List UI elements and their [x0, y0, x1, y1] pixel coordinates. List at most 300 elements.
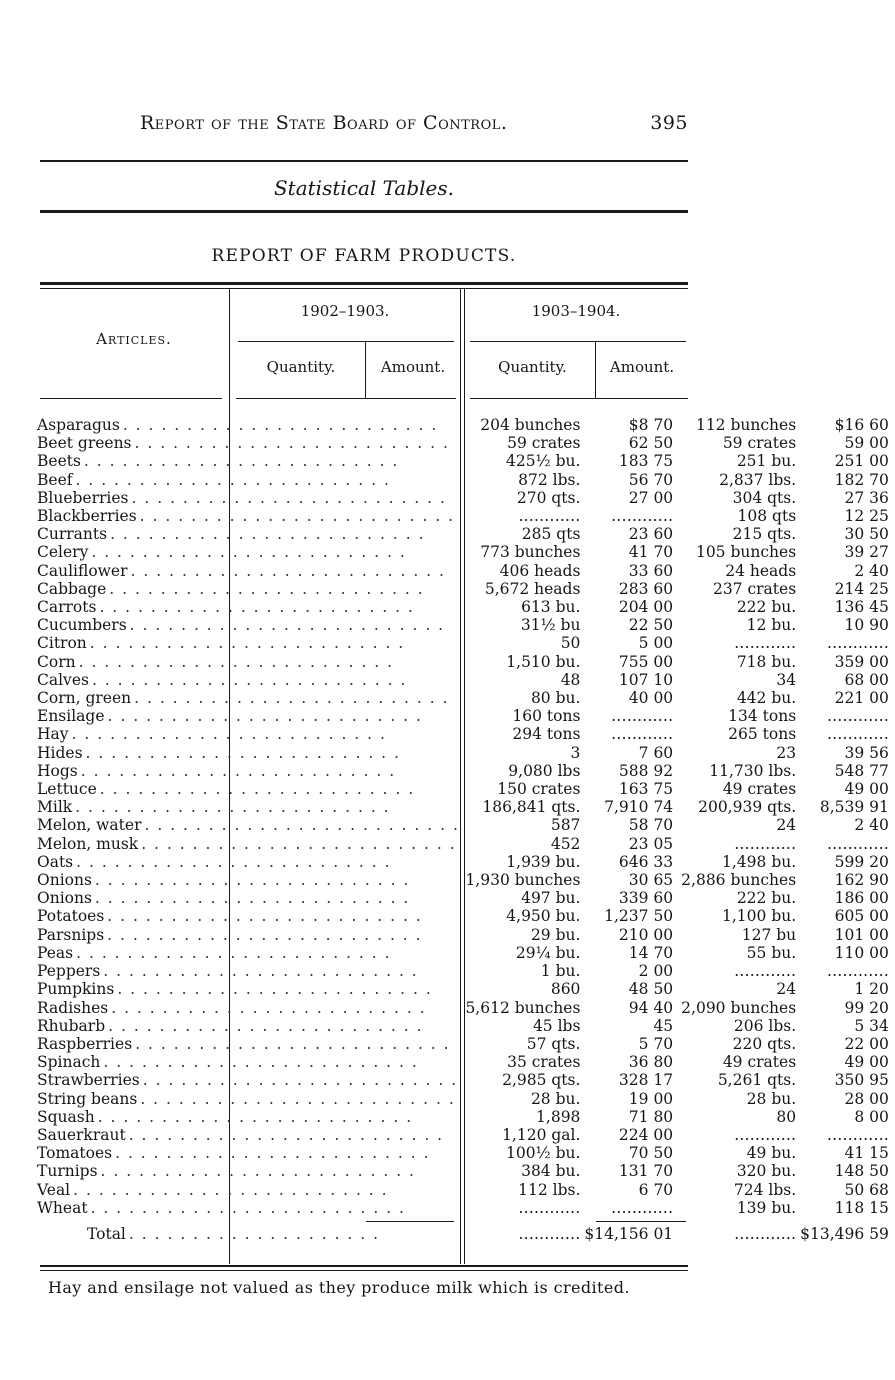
amount-1903-1904: 148 50	[834, 1162, 889, 1181]
leader-dots: . . . . . . . . . . . . . . . . . . . .	[128, 1224, 380, 1243]
leader-dots: . . . . . . . . . . . . . . . . . . . . . . . . .	[71, 725, 387, 744]
article-name: Melon, water	[37, 816, 142, 835]
quantity-1902-1903: 204 bunches	[480, 416, 581, 434]
bottom-rule-thick	[40, 1265, 688, 1267]
table-row	[37, 707, 895, 725]
amount-1902-1903: 339 60	[618, 889, 674, 908]
quantity-1903-1904: 442 bu.	[736, 689, 797, 708]
table-row	[37, 507, 895, 525]
amount-1903-1904: 101 00	[834, 925, 889, 944]
article-name: Peppers	[37, 962, 101, 981]
amount-1902-1903: 204 00	[618, 598, 674, 617]
quantity-1903-1904: 2,886 bunches	[681, 871, 797, 890]
article-cell	[37, 1053, 465, 1071]
quantity-1902-1903: 57 qts.	[526, 1034, 581, 1053]
article-name: Celery	[37, 543, 89, 562]
amount-1902-1903: …………	[611, 707, 674, 726]
leader-dots: . . . . . . . . . . . . . . . . . . . . . . . . .	[140, 1089, 456, 1108]
header-amount-p2: Amount.	[609, 358, 675, 376]
article-cell	[37, 871, 465, 889]
footnote: Hay and ensilage not valued as they produce milk which is credited.	[48, 1278, 630, 1297]
amount-1903-1904: 8 00	[854, 1107, 889, 1126]
article-name: Squash	[37, 1107, 95, 1126]
amount-1903-1904: 49 00	[844, 1053, 889, 1072]
article-name: Corn	[37, 652, 76, 671]
quantity-1902-1903: 452	[550, 834, 581, 853]
article-cell	[37, 634, 465, 652]
quantity-1903-1904: 11,730 lbs.	[709, 761, 797, 780]
article-cell	[37, 616, 465, 634]
quantity-1903-1904: 2,837 lbs.	[719, 470, 797, 489]
table-row	[37, 1162, 895, 1180]
article-name: Parsnips	[37, 925, 105, 944]
article-name: Cucumbers	[37, 616, 127, 635]
amount-1902-1903: 2 00	[638, 962, 674, 981]
total-quantity-p1: …………	[518, 1224, 581, 1243]
table-row	[37, 598, 895, 616]
article-cell	[37, 1162, 465, 1180]
period2-rule	[470, 341, 686, 342]
amount-1903-1904: 221 00	[834, 689, 889, 708]
article-cell	[37, 1108, 465, 1126]
amount-1902-1903: 107 10	[618, 670, 674, 689]
quantity-1902-1903: 406 heads	[499, 561, 581, 580]
article-name: Peas	[37, 943, 74, 962]
quantity-1902-1903: 150 crates	[497, 780, 581, 799]
table-row	[37, 980, 895, 998]
page-number: 395	[650, 112, 688, 134]
leader-dots: . . . . . . . . . . . . . . . . . . . . . . . . .	[91, 543, 407, 562]
article-cell	[37, 907, 465, 925]
leader-dots: . . . . . . . . . . . . . . . . . . . . . . . . .	[141, 834, 457, 853]
amount-1903-1904: 27 36	[844, 488, 889, 507]
amount-1903-1904: 2 40	[854, 816, 889, 835]
amount-1903-1904: 10 90	[844, 616, 889, 635]
leader-dots: . . . . . . . . . . . . . . . . . . . . . . . . .	[94, 889, 410, 908]
amount-1902-1903: 283 60	[618, 579, 674, 598]
quantity-1902-1903: 1,939 bu.	[506, 852, 581, 871]
article-name: Carrots	[37, 598, 97, 617]
article-cell	[37, 471, 465, 489]
article-cell	[37, 835, 465, 853]
leader-dots: . . . . . . . . . . . . . . . . . . . . . . . . .	[122, 416, 438, 434]
table-row	[37, 1035, 895, 1053]
article-name: Melon, musk	[37, 834, 139, 853]
article-name: Milk	[37, 798, 73, 817]
quantity-1903-1904: 220 qts.	[732, 1034, 797, 1053]
article-cell	[37, 962, 465, 980]
amount-1903-1904: 186 00	[834, 889, 889, 908]
leader-dots: . . . . . . . . . . . . . . . . . . . . . . . . .	[76, 852, 392, 871]
amount-1902-1903: 1,237 50	[604, 907, 674, 926]
quantity-1903-1904: …………	[734, 962, 797, 981]
article-cell	[37, 1199, 465, 1217]
header-quantity-p1: Quantity.	[266, 358, 336, 376]
amount-1902-1903: 48 50	[628, 980, 674, 999]
quantity-1903-1904: 24 heads	[725, 561, 797, 580]
quantity-1903-1904: 59 crates	[722, 434, 797, 453]
header-period2: 1903–1904.	[531, 302, 621, 320]
amount-1903-1904: 22 00	[844, 1034, 889, 1053]
amount-1902-1903: 70 50	[628, 1144, 674, 1163]
quantity-1903-1904: 320 bu.	[736, 1162, 797, 1181]
leader-dots: . . . . . . . . . . . . . . . . . . . . . . . . .	[91, 670, 407, 689]
amount-1902-1903: 755 00	[618, 652, 674, 671]
amount-1903-1904: 548 77	[834, 761, 889, 780]
quantity-1902-1903: 1,510 bu.	[506, 652, 581, 671]
table-row	[37, 1017, 895, 1035]
amount-1902-1903: 5 00	[638, 634, 674, 653]
table-row	[37, 907, 895, 925]
table-row	[37, 471, 895, 489]
article-cell	[37, 671, 465, 689]
table-body	[37, 416, 895, 1217]
article-cell	[37, 434, 465, 452]
article-cell	[37, 1181, 465, 1199]
leader-dots: . . . . . . . . . . . . . . . . . . . . . . . . .	[75, 470, 391, 489]
amount-1902-1903: 56 70	[628, 470, 674, 489]
table-row	[37, 1090, 895, 1108]
article-cell	[37, 489, 465, 507]
quantity-1903-1904: 206 lbs.	[733, 1016, 797, 1035]
amount-1903-1904: 2 40	[854, 561, 889, 580]
table-top-rule-thin	[40, 288, 688, 289]
amount-1903-1904: 12 25	[844, 507, 889, 526]
article-cell	[37, 1144, 465, 1162]
article-name: String beans	[37, 1089, 138, 1108]
amount-1903-1904: …………	[826, 1125, 889, 1144]
table-row	[37, 452, 895, 470]
quantity-1903-1904: 28 bu.	[746, 1089, 797, 1108]
total-label: Total	[87, 1224, 126, 1243]
article-name: Rhubarb	[37, 1016, 106, 1035]
quantity-1902-1903: 1 bu.	[540, 962, 581, 981]
amount-1902-1903: …………	[611, 1198, 674, 1217]
amount-1903-1904: 605 00	[834, 907, 889, 926]
header-period1: 1902–1903.	[300, 302, 390, 320]
leader-dots: . . . . . . . . . . . . . . . . . . . . . . . . .	[129, 616, 445, 635]
table-top-rule-thick	[40, 282, 688, 285]
quantity-1902-1903: 294 tons	[512, 725, 581, 744]
table-row	[37, 744, 895, 762]
article-name: Ensilage	[37, 707, 105, 726]
quantity-1902-1903: 613 bu.	[521, 598, 581, 617]
table-row	[37, 634, 895, 652]
quantity-1903-1904: 1,100 bu.	[722, 907, 797, 926]
article-cell	[37, 562, 465, 580]
amount-1903-1904: 136 45	[834, 598, 889, 617]
leader-dots: . . . . . . . . . . . . . . . . . . . . . . . . .	[130, 561, 446, 580]
amount-1903-1904: 39 27	[844, 543, 889, 562]
quantity-1903-1904: …………	[734, 1125, 797, 1144]
article-cell	[37, 707, 465, 725]
quantity-1902-1903: 860	[550, 980, 581, 999]
article-name: Sauerkraut	[37, 1125, 126, 1144]
leader-dots: . . . . . . . . . . . . . . . . . . . . . . . . .	[144, 816, 460, 835]
running-title: Report of the State Board of Control.	[140, 112, 508, 134]
amount-1903-1904: …………	[826, 634, 889, 653]
total-quantity-p2: …………	[734, 1224, 797, 1243]
amount-1903-1904: 49 00	[844, 780, 889, 799]
table-row	[37, 1181, 895, 1199]
quantity-1903-1904: 304 qts.	[732, 488, 797, 507]
quantity-1903-1904: 105 bunches	[695, 543, 797, 562]
amount-1902-1903: 33 60	[628, 561, 674, 580]
quantity-1902-1903: 872 lbs.	[518, 470, 581, 489]
article-cell	[37, 798, 465, 816]
table-row	[37, 762, 895, 780]
table-title: REPORT OF FARM PRODUCTS.	[211, 246, 517, 266]
article-cell	[37, 653, 465, 671]
quantity-1902-1903: 270 qts.	[516, 488, 581, 507]
article-cell	[37, 1071, 465, 1089]
amount-1903-1904: 41 15	[844, 1144, 889, 1163]
article-name: Beets	[37, 452, 81, 471]
leader-dots: . . . . . . . . . . . . . . . . . . . . . . . . .	[139, 507, 455, 526]
quantity-1902-1903: 4,950 bu.	[506, 907, 581, 926]
amount-1902-1903: 183 75	[618, 452, 674, 471]
quantity-1902-1903: 35 crates	[507, 1053, 581, 1072]
article-cell	[37, 1090, 465, 1108]
header-articles: Articles.	[96, 330, 172, 348]
total-rule-p2	[596, 1221, 686, 1222]
total-rule-p1	[366, 1221, 454, 1222]
amount-1902-1903: 163 75	[618, 780, 674, 799]
article-cell	[37, 1017, 465, 1035]
article-cell	[37, 853, 465, 871]
article-name: Hay	[37, 725, 69, 744]
quantity-1902-1903: 59 crates	[507, 434, 581, 453]
table-row	[37, 999, 895, 1017]
amount-1903-1904: 599 20	[834, 852, 889, 871]
leader-dots: . . . . . . . . . . . . . . . . . . . . . . . . .	[109, 579, 425, 598]
quantity-1903-1904: 222 bu.	[736, 889, 797, 908]
amount-1903-1904: 5 34	[854, 1016, 889, 1035]
quantity-1902-1903: 112 lbs.	[518, 1180, 581, 1199]
article-cell	[37, 598, 465, 616]
leader-dots: . . . . . . . . . . . . . . . . . . . . . . . . .	[94, 871, 410, 890]
table-row	[37, 835, 895, 853]
amount-1903-1904: 359 00	[834, 652, 889, 671]
total-row	[37, 1217, 895, 1243]
quantity-1903-1904: …………	[734, 634, 797, 653]
leader-dots: . . . . . . . . . . . . . . . . . . . . . . . . .	[128, 1125, 444, 1144]
amount-1903-1904: …………	[826, 725, 889, 744]
total-amount-p2: $13,496 59	[800, 1224, 889, 1243]
amount-1902-1903: 62 50	[628, 434, 674, 453]
leader-dots: . . . . . . . . . . . . . . . . . . . . . . . . .	[85, 743, 401, 762]
article-cell	[37, 889, 465, 907]
quantity-1903-1904: 55 bu.	[746, 943, 797, 962]
quantity-1902-1903: 45 lbs	[532, 1016, 581, 1035]
quantity-1903-1904: 24	[776, 980, 797, 999]
amount-1902-1903: 328 17	[618, 1071, 674, 1090]
article-name: Cabbage	[37, 579, 107, 598]
table-row	[37, 562, 895, 580]
table-row	[37, 853, 895, 871]
table-row	[37, 671, 895, 689]
table-row	[37, 1071, 895, 1089]
quantity-1903-1904: 80	[776, 1107, 797, 1126]
quantity-1903-1904: 49 bu.	[746, 1144, 797, 1163]
amount-1903-1904: 8,539 91	[819, 798, 889, 817]
quantity-1902-1903: 384 bu.	[521, 1162, 581, 1181]
leader-dots: . . . . . . . . . . . . . . . . . . . . . . . . .	[108, 1016, 424, 1035]
amount-1902-1903: $8 70	[628, 416, 674, 434]
quantity-1902-1903: 1,120 gal.	[502, 1125, 581, 1144]
leader-dots: . . . . . . . . . . . . . . . . . . . . . . . . .	[99, 598, 415, 617]
article-name: Turnips	[37, 1162, 98, 1181]
table-row	[37, 962, 895, 980]
amount-1903-1904: 350 95	[834, 1071, 889, 1090]
section-rule	[40, 210, 688, 213]
leader-dots: . . . . . . . . . . . . . . . . . . . . . . . . .	[80, 761, 396, 780]
table-row	[37, 780, 895, 798]
article-cell	[37, 543, 465, 561]
quantity-1902-1903: 160 tons	[512, 707, 581, 726]
quantity-1903-1904: 1,498 bu.	[722, 852, 797, 871]
quantity-1902-1903: 100½ bu.	[506, 1144, 581, 1163]
leader-dots: . . . . . . . . . . . . . . . . . . . . . . . . .	[83, 452, 399, 471]
article-cell	[37, 744, 465, 762]
article-cell	[37, 780, 465, 798]
table-row	[37, 434, 895, 452]
article-name: Beet greens	[37, 434, 132, 453]
amount-1902-1903: …………	[611, 725, 674, 744]
leader-dots: . . . . . . . . . . . . . . . . . . . . . . . . .	[100, 1162, 416, 1181]
table-row	[37, 416, 895, 434]
table-row	[37, 580, 895, 598]
leader-dots: . . . . . . . . . . . . . . . . . . . . . . . . .	[75, 798, 391, 817]
amount-1903-1904: 30 50	[844, 525, 889, 544]
table-row	[37, 653, 895, 671]
leader-dots: . . . . . . . . . . . . . . . . . . . . . . . . .	[76, 943, 392, 962]
quantity-1902-1903: 80 bu.	[530, 689, 581, 708]
leader-dots: . . . . . . . . . . . . . . . . . . . . . . . . .	[111, 998, 427, 1017]
section-title: Statistical Tables.	[273, 176, 455, 200]
article-cell	[37, 507, 465, 525]
table-row	[37, 689, 895, 707]
amount-1902-1903: 36 80	[628, 1053, 674, 1072]
leader-dots: . . . . . . . . . . . . . . . . . . . . . . . . .	[115, 1144, 431, 1163]
amount-1903-1904: 182 70	[834, 470, 889, 489]
amount-1903-1904: 68 00	[844, 670, 889, 689]
bottom-rule-thin	[40, 1270, 688, 1271]
article-name: Blackberries	[37, 507, 137, 526]
quantity-1902-1903: 48	[560, 670, 581, 689]
table-row	[37, 1199, 895, 1217]
amount-1903-1904: $16 60	[834, 416, 889, 434]
table-row	[37, 1126, 895, 1144]
table-row	[37, 926, 895, 944]
table-row	[37, 798, 895, 816]
amount-1903-1904: 110 00	[834, 943, 889, 962]
article-cell	[37, 980, 465, 998]
article-cell	[37, 689, 465, 707]
quantity-1903-1904: 251 bu.	[736, 452, 797, 471]
quantity-1902-1903: 9,080 lbs	[508, 761, 581, 780]
amount-1902-1903: 45	[653, 1016, 674, 1035]
article-name: Radishes	[37, 998, 109, 1017]
quantity-1902-1903: 186,841 qts.	[482, 798, 581, 817]
amount-1902-1903: 22 50	[628, 616, 674, 635]
quantity-1903-1904: 108 qts	[737, 507, 797, 526]
quantity-1903-1904: 12 bu.	[746, 616, 797, 635]
amount-1902-1903: 94 40	[628, 998, 674, 1017]
amount-1902-1903: 41 70	[628, 543, 674, 562]
amount-1903-1904: 118 15	[834, 1198, 889, 1217]
article-name: Hides	[37, 743, 83, 762]
article-cell	[37, 1126, 465, 1144]
quantity-1903-1904: 222 bu.	[736, 598, 797, 617]
quantity-1903-1904: 718 bu.	[736, 652, 797, 671]
table-row	[37, 616, 895, 634]
quantity-1903-1904: 34	[776, 670, 797, 689]
quantity-1902-1903: 3	[570, 743, 581, 762]
amount-1902-1903: 40 00	[628, 689, 674, 708]
quantity-1903-1904: 2,090 bunches	[681, 998, 797, 1017]
leader-dots: . . . . . . . . . . . . . . . . . . . . . . . . .	[142, 1071, 458, 1090]
article-cell	[37, 452, 465, 470]
leader-dots: . . . . . . . . . . . . . . . . . . . . . . . . .	[78, 652, 394, 671]
leader-dots: . . . . . . . . . . . . . . . . . . . . . . . . .	[117, 980, 433, 999]
quantity-1903-1904: 49 crates	[722, 780, 797, 799]
leader-dots: . . . . . . . . . . . . . . . . . . . . . . . . .	[89, 634, 405, 653]
article-name: Spinach	[37, 1053, 101, 1072]
quantity-1902-1903: 5,672 heads	[484, 579, 581, 598]
quantity-1903-1904: 134 tons	[728, 707, 797, 726]
article-cell	[37, 816, 465, 834]
header-bottom-p1	[236, 398, 456, 399]
amount-1903-1904: 99 20	[844, 998, 889, 1017]
leader-dots: . . . . . . . . . . . . . . . . . . . . . . . . .	[99, 780, 415, 799]
amount-1902-1903: 210 00	[618, 925, 674, 944]
table-row	[37, 1144, 895, 1162]
period1-rule	[238, 341, 454, 342]
leader-dots: . . . . . . . . . . . . . . . . . . . . . . . . .	[107, 907, 423, 926]
article-cell	[37, 1035, 465, 1053]
article-cell	[37, 762, 465, 780]
leader-dots: . . . . . . . . . . . . . . . . . . . . . . . . .	[73, 1180, 389, 1199]
amount-1903-1904: 251 00	[834, 452, 889, 471]
amount-1902-1903: 14 70	[628, 943, 674, 962]
table-row	[37, 1053, 895, 1071]
leader-dots: . . . . . . . . . . . . . . . . . . . . . . . . .	[131, 488, 447, 507]
article-name: Raspberries	[37, 1034, 133, 1053]
article-name: Citron	[37, 634, 87, 653]
quantity-1902-1903: …………	[518, 507, 581, 526]
amount-1903-1904: 162 90	[834, 871, 889, 890]
amount-1902-1903: 6 70	[638, 1180, 674, 1199]
quantity-1903-1904: 5,261 qts.	[717, 1071, 797, 1090]
quantity-1903-1904: 139 bu.	[736, 1198, 797, 1217]
article-cell	[37, 999, 465, 1017]
table-row	[37, 543, 895, 561]
leader-dots: . . . . . . . . . . . . . . . . . . . . . . . . .	[134, 434, 450, 453]
quantity-1902-1903: 425½ bu.	[506, 452, 581, 471]
quantity-1902-1903: 773 bunches	[480, 543, 581, 562]
article-cell	[37, 416, 465, 434]
amount-1903-1904: 214 25	[834, 579, 889, 598]
article-name: Beef	[37, 470, 73, 489]
leader-dots: . . . . . . . . . . . . . . . . . . . . . . . . .	[97, 1107, 413, 1126]
article-cell	[37, 944, 465, 962]
quantity-1903-1904: 49 crates	[722, 1053, 797, 1072]
amount-1902-1903: 27 00	[628, 488, 674, 507]
quantity-1902-1903: 5,612 bunches	[465, 998, 581, 1017]
amount-1903-1904: …………	[826, 707, 889, 726]
amount-1902-1903: …………	[611, 507, 674, 526]
